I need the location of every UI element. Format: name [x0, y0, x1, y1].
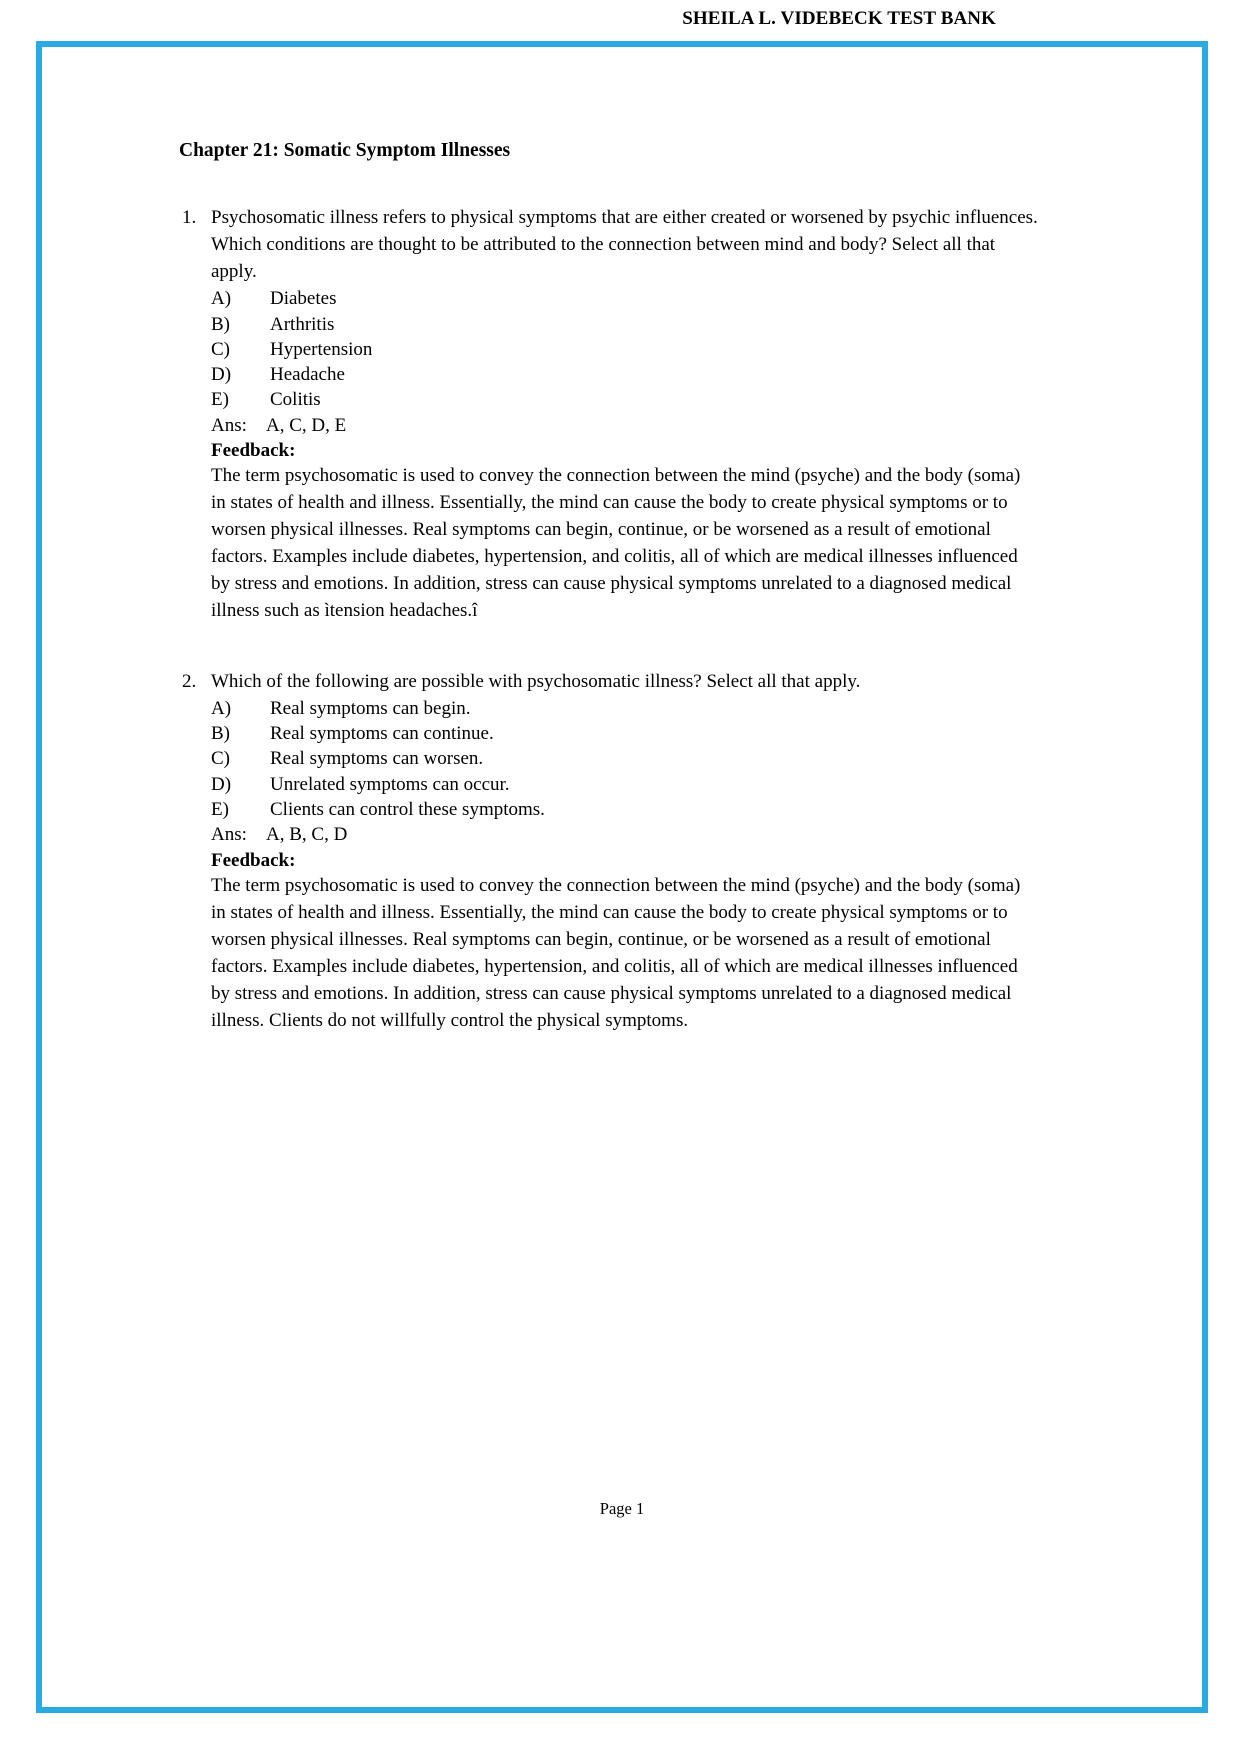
option-row-d[interactable]	[211, 362, 1039, 387]
answer-label: Ans:	[211, 824, 247, 846]
question-number: 1.	[182, 207, 197, 229]
question-block	[179, 205, 1039, 625]
option-text: Unrelated symptoms can occur.	[270, 773, 510, 795]
option-row-e[interactable]	[211, 387, 1039, 412]
page-border-frame	[36, 41, 1208, 1713]
answer-value: A, C, D, E	[266, 414, 347, 436]
feedback-label: Feedback:	[211, 439, 296, 461]
document-content	[179, 139, 1039, 1035]
page-number-label: Page 1	[599, 1499, 645, 1518]
option-row-d[interactable]	[211, 772, 1039, 797]
option-text: Real symptoms can worsen.	[270, 748, 484, 770]
option-row-a[interactable]	[211, 286, 1039, 311]
option-letter: B)	[211, 723, 230, 745]
option-row-c[interactable]	[211, 746, 1039, 771]
question-block	[179, 669, 1039, 1035]
option-text: Real symptoms can continue.	[270, 723, 494, 745]
option-letter: A)	[211, 288, 232, 310]
option-text: Hypertension	[270, 338, 373, 360]
question-stem-row	[179, 205, 1039, 286]
option-letter: C)	[211, 338, 230, 360]
questions-container	[179, 205, 1039, 1034]
option-letter: B)	[211, 313, 230, 335]
option-letter: D)	[211, 364, 232, 386]
feedback-text: The term psychosomatic is used to convey the connection between the mind (psyche) and the body (soma) in states of health and illness. Essentially, the mind can cause the body to create physical symptoms or to worsen physical illnesses. Real symptoms can begin, continue, or be worsened as a result of emotional factors. Examples include diabetes, hypertension, and colitis, all of which are medical illnesses influenced by stress and emotions. In addition, stress can cause physical symptoms unrelated to a diagnosed medical illness such as ìtension headaches.î	[211, 465, 1021, 621]
running-header	[0, 0, 1244, 38]
option-row-b[interactable]	[211, 721, 1039, 746]
option-letter: E)	[211, 798, 229, 820]
feedback-label: Feedback:	[211, 849, 296, 871]
option-list	[179, 696, 1039, 822]
option-letter: A)	[211, 697, 232, 719]
question-number: 2.	[182, 670, 197, 692]
page-frame-inner	[42, 47, 1202, 1707]
feedback-text: The term psychosomatic is used to convey the connection between the mind (psyche) and the body (soma) in states of health and illness. Essentially, the mind can cause the body to create physical symptoms or to worsen physical illnesses. Real symptoms can begin, continue, or be worsened as a result of emotional factors. Examples include diabetes, hypertension, and colitis, all of which are medical illnesses influenced by stress and emotions. In addition, stress can cause physical symptoms unrelated to a diagnosed medical illness. Clients do not willfully control the physical symptoms.	[211, 874, 1021, 1031]
option-letter: E)	[211, 389, 229, 411]
answer-row	[179, 413, 1039, 438]
option-row-b[interactable]	[211, 312, 1039, 337]
option-row-c[interactable]	[211, 337, 1039, 362]
option-row-e[interactable]	[211, 797, 1039, 822]
option-letter: D)	[211, 773, 232, 795]
option-text: Diabetes	[270, 288, 337, 310]
question-stem-row	[179, 669, 1039, 696]
option-row-a[interactable]	[211, 696, 1039, 721]
option-text: Clients can control these symptoms.	[270, 798, 545, 820]
question-stem: Which of the following are possible with psychosomatic illness? Select all that apply.	[211, 670, 861, 692]
option-text: Colitis	[270, 389, 321, 411]
running-header-text: SHEILA L. VIDEBECK TEST BANK	[682, 8, 996, 29]
option-letter: C)	[211, 748, 230, 770]
page-title: Chapter 21: Somatic Symptom Illnesses	[179, 140, 511, 161]
option-text: Arthritis	[270, 313, 335, 335]
question-stem: Psychosomatic illness refers to physical symptoms that are either created or worsened by psychic influences. Which conditions are thought to be attributed to the connection between mind and body? Select all that apply.	[211, 207, 1038, 283]
answer-label: Ans:	[211, 414, 247, 436]
answer-row	[179, 822, 1039, 847]
option-text: Headache	[270, 364, 345, 386]
page-footer	[42, 1499, 1202, 1519]
option-list	[179, 286, 1039, 412]
answer-value: A, B, C, D	[266, 824, 348, 846]
option-text: Real symptoms can begin.	[270, 697, 471, 719]
